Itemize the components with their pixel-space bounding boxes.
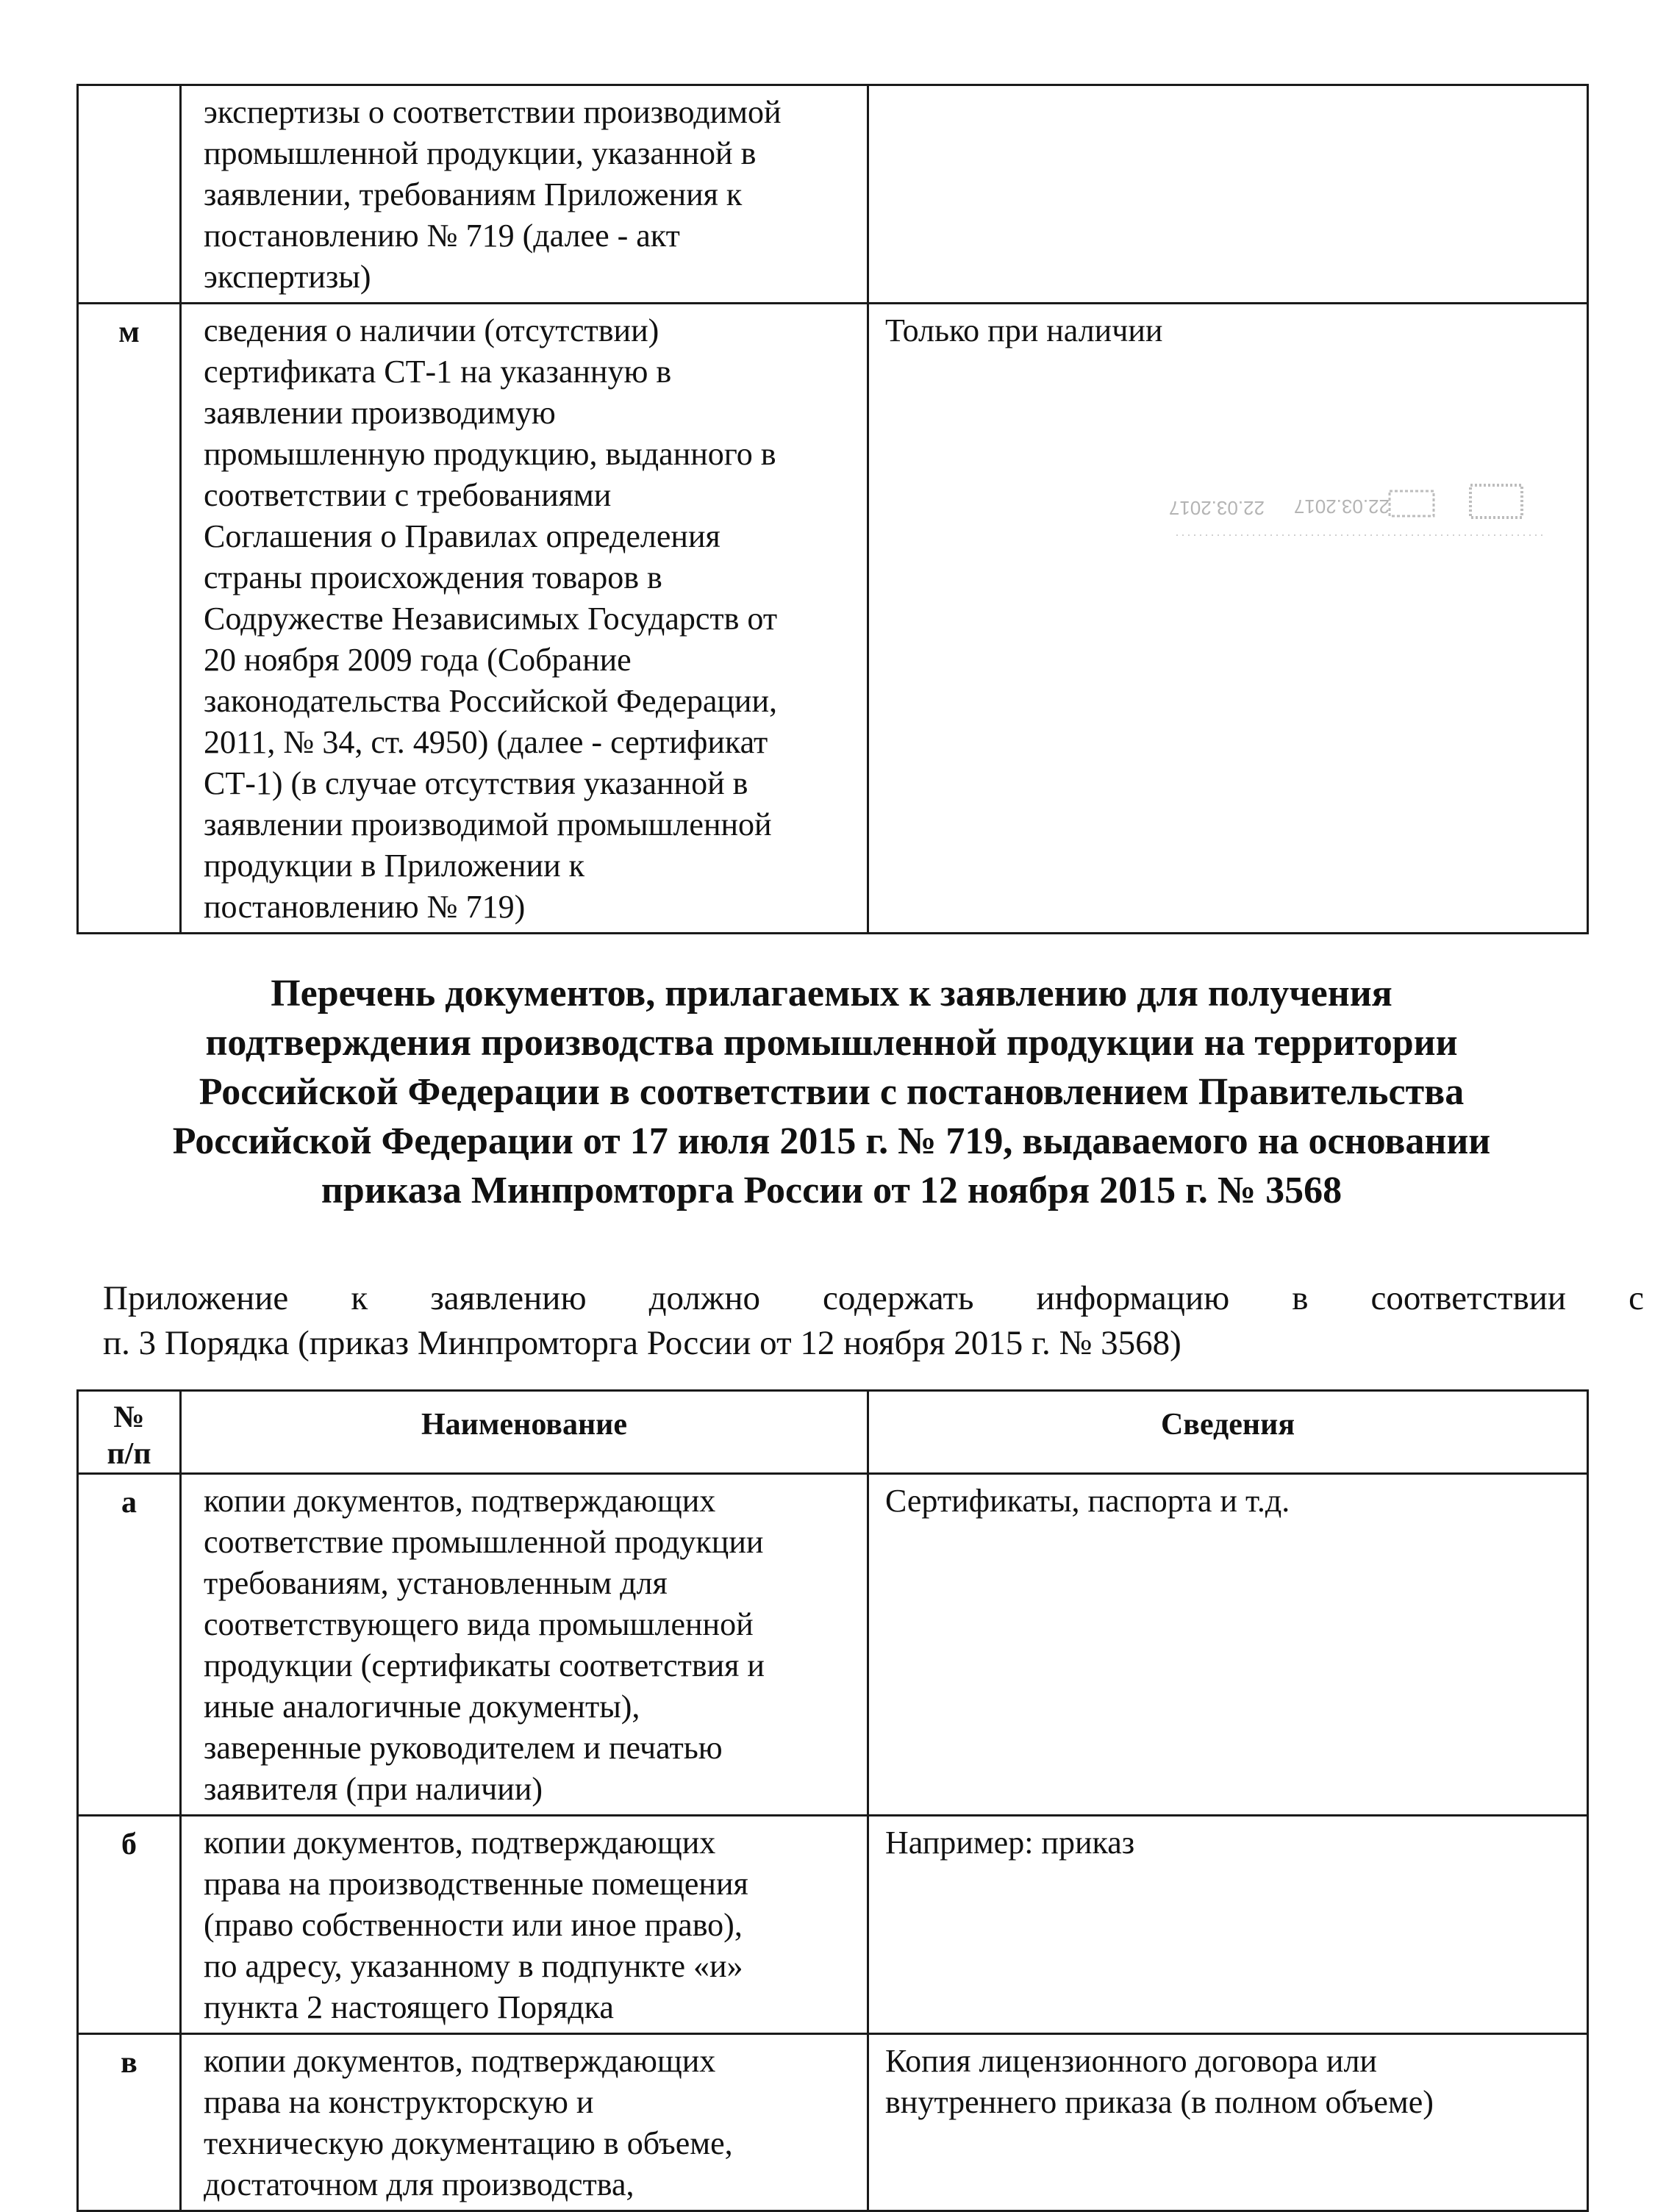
row-name: [181, 304, 868, 934]
text-line: иные аналогичные документы),: [204, 1689, 640, 1725]
row-name: [181, 85, 868, 304]
table-row: [78, 85, 1588, 304]
text-line: копии документов, подтверждающих: [204, 2043, 716, 2079]
table-row: [78, 2034, 1588, 2211]
text-line: требованиям, установленным для: [204, 1565, 668, 1601]
text-line: техническую документацию в объеме,: [204, 2125, 733, 2161]
text-line: заявителя (при наличии): [204, 1771, 543, 1807]
text-line: 2011, № 34, ст. 4950) (далее - сертификат: [204, 724, 768, 760]
row-number: б: [78, 1816, 181, 2034]
text-line: соответствии с требованиями: [204, 477, 612, 513]
text-line: по адресу, указанному в подпункте «и»: [204, 1948, 743, 1984]
row-name: [181, 1474, 868, 1816]
text-line: СТ-1) (в случае отсутствия указанной в: [204, 765, 748, 801]
intro-line: п. 3 Порядка (приказ Минпромторга России от 12 ноября 2015 г. № 3568): [103, 1324, 1181, 1362]
text-line: пункта 2 настоящего Порядка: [204, 1989, 614, 2025]
header-number-line: п/п: [107, 1437, 151, 1471]
text-line: копии документов, подтверждающих: [204, 1483, 716, 1519]
text-line: копии документов, подтверждающих: [204, 1825, 716, 1861]
documents-table: [76, 1389, 1589, 2212]
text-line: заявлении, требованиям Приложения к: [204, 176, 743, 212]
text-line: соответствующего вида промышленной: [204, 1606, 754, 1642]
row-info: Только при наличии: [868, 304, 1588, 934]
text-line: Например: приказ: [885, 1825, 1135, 1861]
text-line: продукции в Приложении к: [204, 848, 585, 884]
heading-line: приказа Минпромторга России от 12 ноября 2015 г. № 3568: [321, 1170, 1343, 1211]
row-info: [868, 85, 1588, 304]
text-line: сертификата СТ-1 на указанную в: [204, 354, 672, 390]
document-heading: [76, 969, 1587, 1215]
header-name: Наименование: [181, 1391, 868, 1474]
row-number: а: [78, 1474, 181, 1816]
row-number: в: [78, 2034, 181, 2211]
text-line: права на производственные помещения: [204, 1866, 748, 1902]
row-name: [181, 1816, 868, 2034]
heading-line: Российской Федерации от 17 июля 2015 г. № 719, выдаваемого на основании: [172, 1120, 1491, 1162]
text-line: соответствие промышленной продукции: [204, 1524, 764, 1560]
row-number: [78, 85, 181, 304]
heading-line: подтверждения производства промышленной продукции на территории: [205, 1022, 1458, 1064]
row-info: [868, 2034, 1588, 2211]
text-line: сведения о наличии (отсутствии): [204, 312, 659, 348]
heading-line: Перечень документов, прилагаемых к заявлению для получения: [271, 973, 1392, 1014]
text-line: промышленную продукцию, выданного в: [204, 436, 776, 472]
text-line: достаточном для производства,: [204, 2166, 634, 2202]
row-info: [868, 1474, 1588, 1816]
text-line: заявлении производимой промышленной: [204, 806, 772, 842]
text-line: внутреннего приказа (в полном объеме): [885, 2084, 1434, 2120]
table-header-row: [78, 1391, 1588, 1474]
row-info: [868, 1816, 1588, 2034]
text-line: заявлении производимую: [204, 395, 556, 431]
intro-line: Приложение к заявлению должно содержать информацию в соответствии с: [103, 1279, 1644, 1317]
text-line: права на конструкторскую и: [204, 2084, 594, 2120]
header-number: [78, 1391, 181, 1474]
header-number-line: №: [113, 1400, 145, 1434]
stamp-date-left: 22.03.2017: [1168, 497, 1265, 519]
heading-line: Российской Федерации в соответствии с постановлением Правительства: [199, 1071, 1465, 1113]
table-row: [78, 304, 1588, 934]
text-line: экспертизы): [204, 259, 371, 295]
text-line: экспертизы о соответствии производимой: [204, 94, 782, 130]
header-info: Сведения: [868, 1391, 1588, 1474]
stamp-mark: [1162, 478, 1551, 544]
table-row: [78, 1816, 1588, 2034]
table-row: [78, 1474, 1588, 1816]
text-line: Сертификаты, паспорта и т.д.: [885, 1483, 1290, 1519]
row-name: [181, 2034, 868, 2211]
text-line: продукции (сертификаты соответствия и: [204, 1647, 765, 1683]
text-line: страны происхождения товаров в: [204, 559, 662, 595]
text-line: Содружестве Независимых Государств от: [204, 601, 778, 637]
stamp-date-right: 22.03.2017: [1293, 495, 1390, 518]
text-line: Соглашения о Правилах определения: [204, 518, 721, 554]
text-line: постановлению № 719 (далее - акт: [204, 218, 680, 254]
text-line: 20 ноября 2009 года (Собрание: [204, 642, 632, 678]
text-line: Копия лицензионного договора или: [885, 2043, 1377, 2079]
intro-paragraph: [103, 1276, 1644, 1366]
text-line: (право собственности или иное право),: [204, 1907, 743, 1943]
text-line: постановлению № 719): [204, 889, 526, 925]
text-line: заверенные руководителем и печатью: [204, 1730, 723, 1766]
text-line: законодательства Российской Федерации,: [204, 683, 778, 719]
text-line: промышленной продукции, указанной в: [204, 135, 757, 171]
row-number: м: [78, 304, 181, 934]
